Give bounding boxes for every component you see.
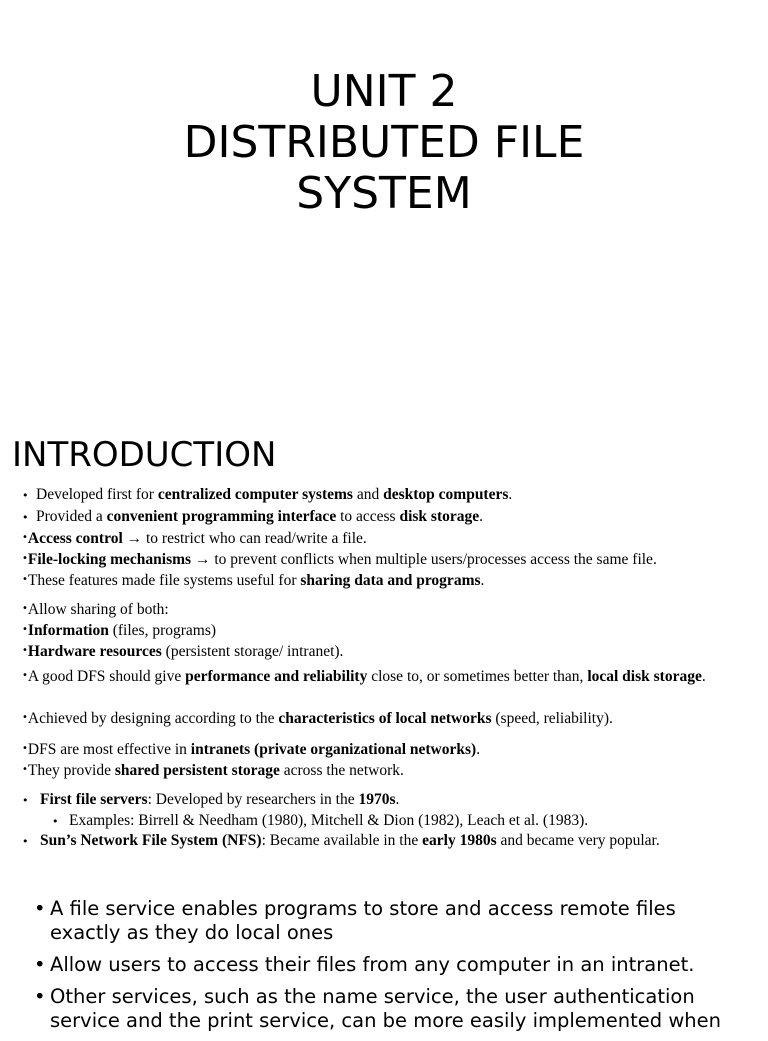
bullet-icon: • [22, 532, 28, 543]
list-item: •Hardware resources (persistent storage/ intranet). [22, 643, 344, 660]
list-item: •DFS are most effective in intranets (private organizational networks). [22, 741, 481, 758]
list-item: • Allow users to access their files from any computer in an intranet. [34, 953, 695, 976]
bullet-icon: • [22, 553, 28, 564]
bullet-icon: • [22, 489, 29, 502]
list-item: • Provided a convenient programming interface to access disk storage. [22, 506, 483, 528]
bullet-icon: • [34, 985, 46, 1008]
list-item: • Sun’s Network File System (NFS): Became available in the early 1980s and became very popular. [22, 830, 660, 852]
list-item: • Other services, such as the name service, the user authentication service and the print service, can be more easily implemented when [34, 985, 722, 1032]
list-item: •File-locking mechanisms → to prevent conflicts when multiple users/processes access the same file. [22, 551, 657, 568]
bullet-icon: • [22, 645, 28, 656]
introduction-heading: INTRODUCTION [12, 435, 277, 475]
bullet-icon: • [22, 835, 29, 848]
bullet-icon: • [22, 624, 28, 635]
list-item: •Achieved by designing according to the characteristics of local networks (speed, reliability). [22, 710, 613, 727]
bullet-icon: • [22, 794, 29, 807]
list-item: •They provide shared persistent storage across the network. [22, 762, 404, 779]
bullet-icon: • [22, 574, 28, 585]
list-item: • First file servers: Developed by researchers in the 1970s. [22, 789, 399, 811]
file-service-list [34, 897, 744, 1041]
list-item: •Access control → to restrict who can read/write a file. [22, 530, 367, 547]
title-line-1: UNIT 2 [310, 66, 458, 117]
list-item: • A file service enables programs to store and access remote files exactly as they do local ones [34, 897, 676, 944]
bullet-icon: • [22, 670, 28, 681]
bullet-icon: • [22, 712, 28, 723]
bullet-icon: • [34, 953, 46, 976]
bullet-icon: • [22, 603, 28, 614]
bullet-icon: • [22, 743, 28, 754]
bullet-icon: • [34, 897, 46, 920]
title-line-3: SYSTEM [296, 168, 472, 219]
bullet-icon: • [22, 764, 28, 775]
title-line-2: DISTRIBUTED FILE [183, 117, 585, 168]
slide-title [0, 66, 768, 219]
list-item: • Developed first for centralized computer systems and desktop computers. [22, 484, 512, 506]
bullet-icon: • [22, 511, 29, 524]
sub-list-item: • Examples: Birrell & Needham (1980), Mitchell & Dion (1982), Leach et al. (1983). [52, 810, 588, 832]
list-item: •A good DFS should give performance and reliability close to, or sometimes better than, local disk storage. [22, 668, 706, 685]
list-item: •Information (files, programs) [22, 622, 217, 639]
list-item: •These features made file systems useful for sharing data and programs. [22, 572, 485, 589]
bullet-icon: • [52, 815, 59, 828]
list-item: •Allow sharing of both: [22, 601, 169, 618]
